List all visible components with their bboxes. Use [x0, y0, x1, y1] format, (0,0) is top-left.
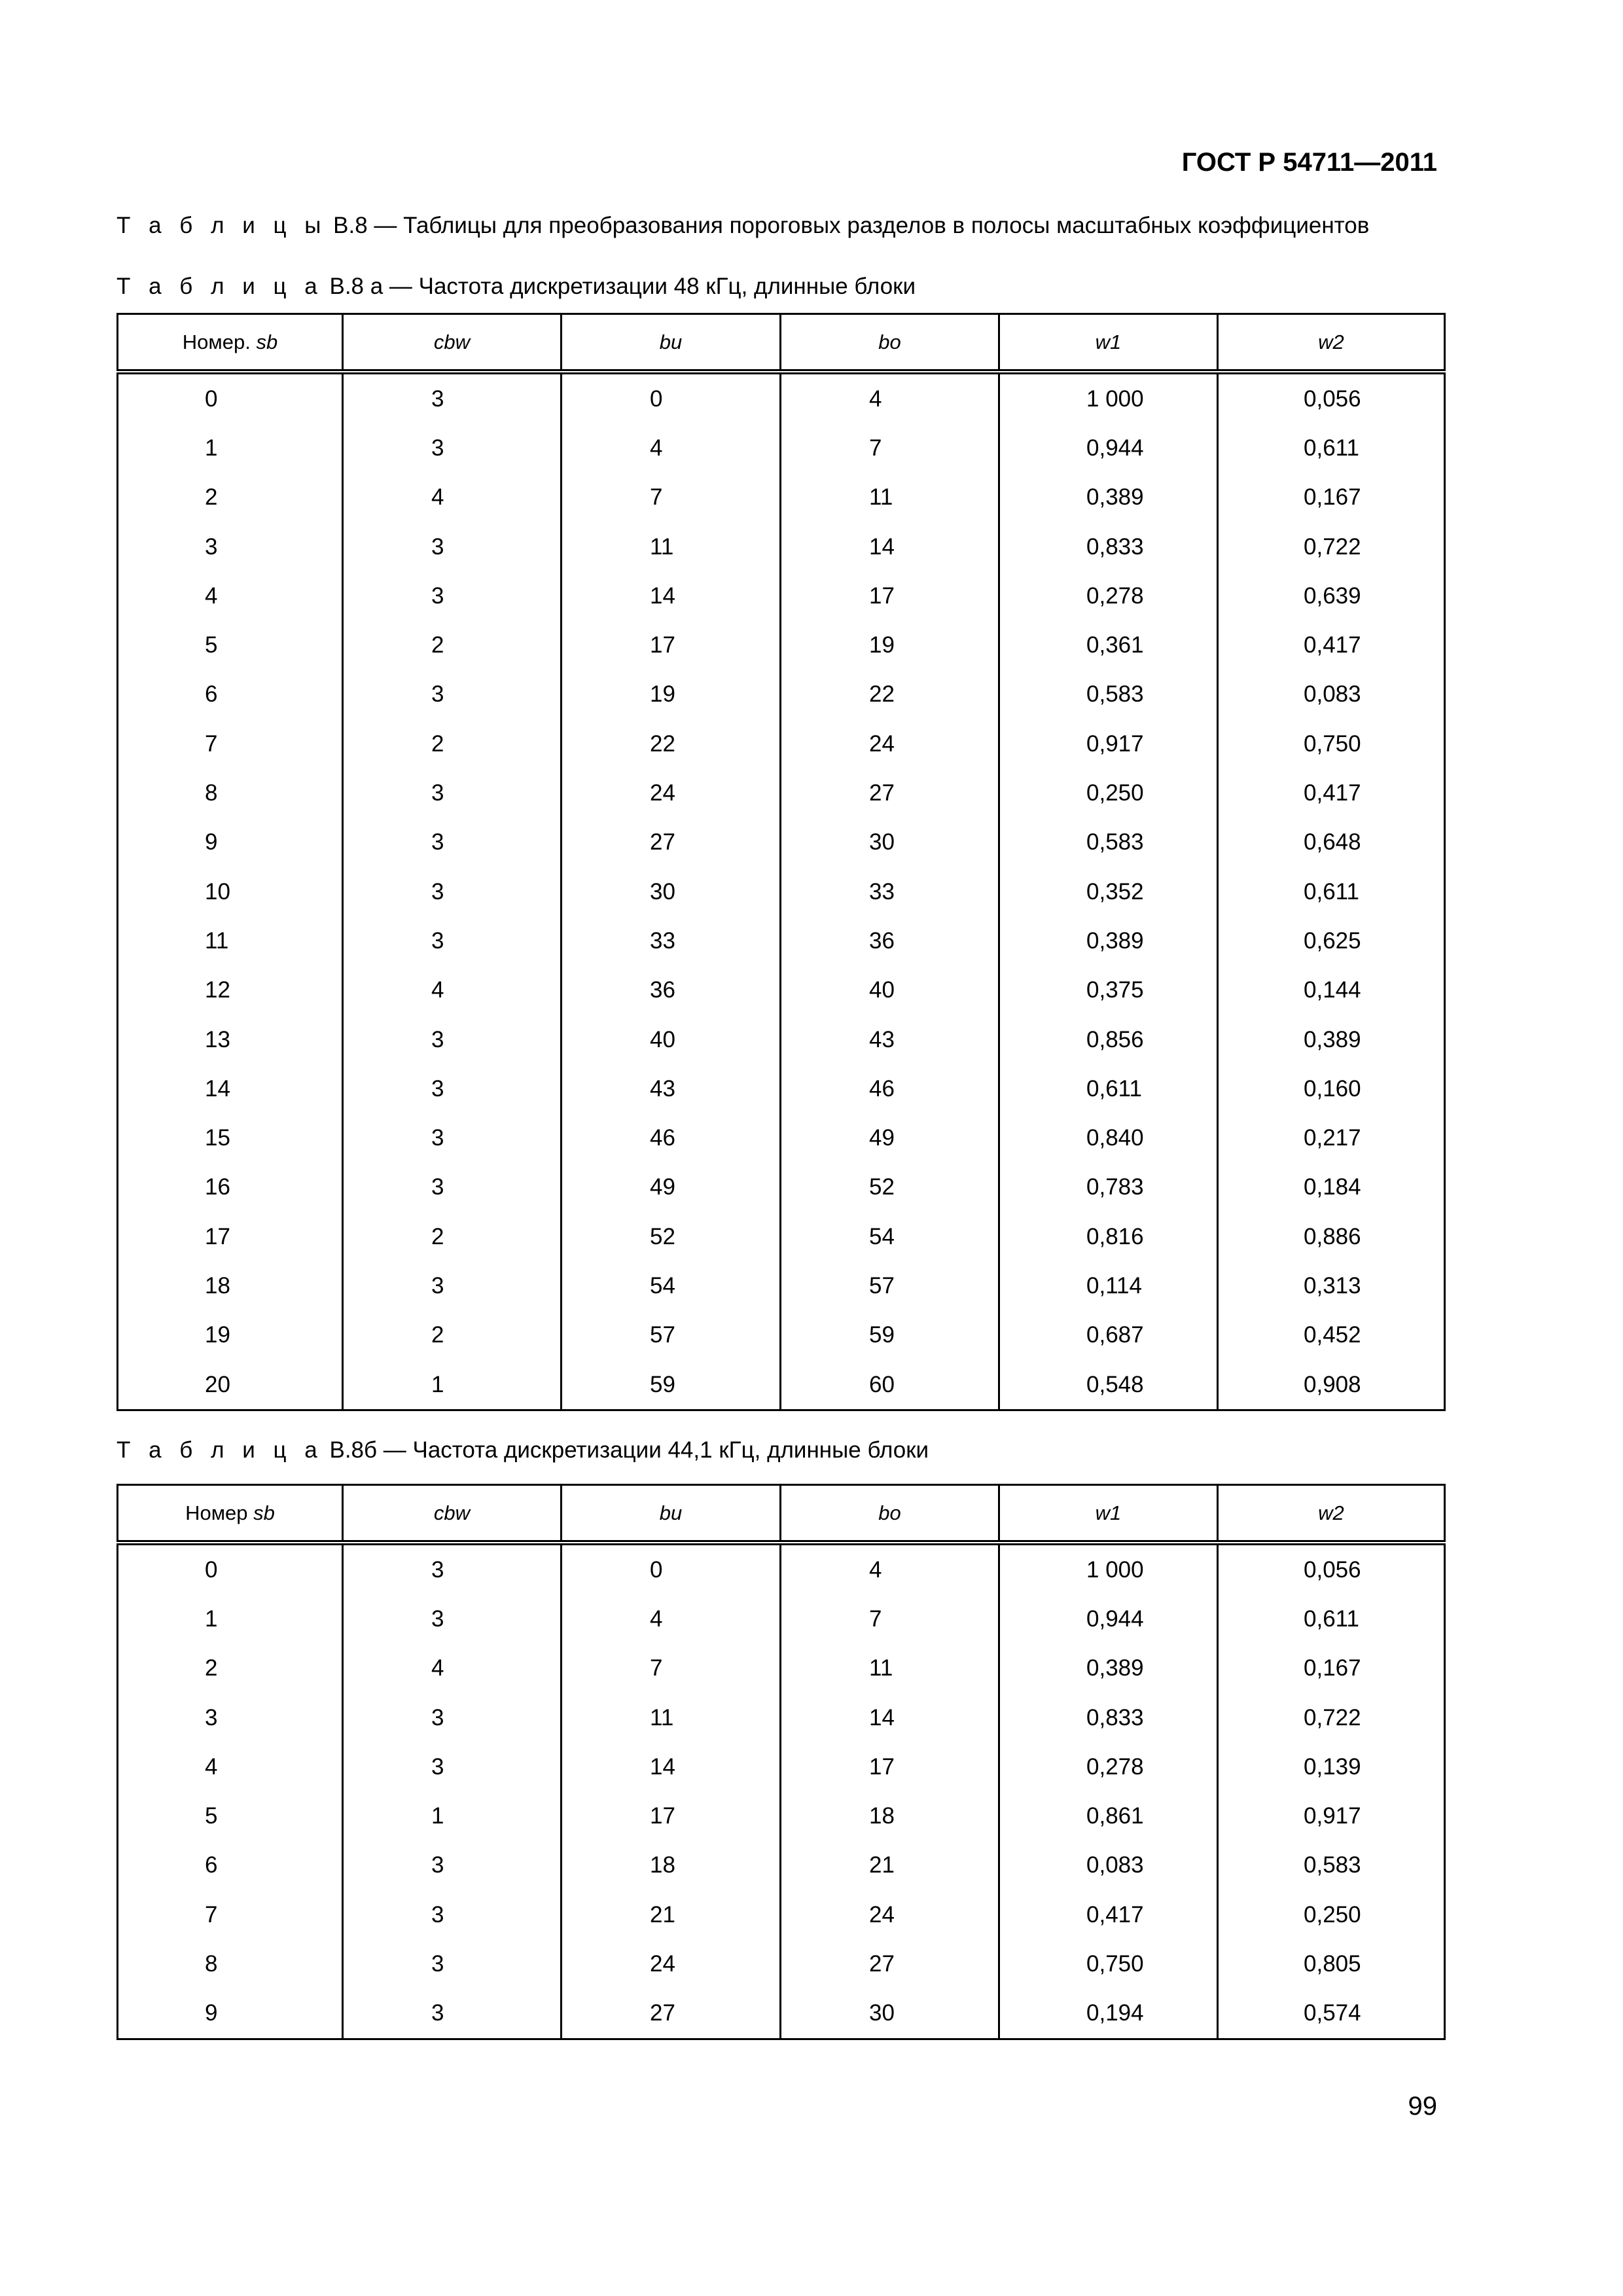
- table-cell: 3: [343, 1015, 562, 1064]
- table-row: [118, 620, 1445, 670]
- table-b: [116, 1484, 1446, 2040]
- table-cell: 14: [562, 571, 781, 620]
- table-b-caption: [116, 1437, 929, 1463]
- table-cell: 11: [118, 916, 343, 965]
- table-cell: 5: [118, 1791, 343, 1840]
- table-row: [118, 818, 1445, 867]
- table-cell: 46: [781, 1064, 999, 1113]
- tables-caption: [116, 213, 1369, 239]
- table-cell: 4: [343, 1644, 562, 1693]
- table-row: [118, 372, 1445, 423]
- table-cell: 0,389: [999, 1644, 1218, 1693]
- header-w1-label: w1: [1095, 330, 1122, 353]
- table-row: [118, 1989, 1445, 2039]
- table-row: [118, 1261, 1445, 1310]
- table-row: [118, 1890, 1445, 1939]
- table-row: [118, 473, 1445, 522]
- table-cell: 1 000: [999, 1543, 1218, 1594]
- table-row: [118, 1113, 1445, 1162]
- table-cell: 0,722: [1218, 522, 1445, 571]
- table-cell: 57: [781, 1261, 999, 1310]
- table-cell: 14: [781, 522, 999, 571]
- header-bo-label: bo: [878, 330, 901, 353]
- table-row: [118, 1644, 1445, 1693]
- table-cell: 0: [118, 1543, 343, 1594]
- table-cell: 0,574: [1218, 1989, 1445, 2039]
- table-cell: 0,278: [999, 1742, 1218, 1791]
- table-row: [118, 768, 1445, 817]
- table-cell: 0,583: [1218, 1841, 1445, 1890]
- table-cell: 0,167: [1218, 473, 1445, 522]
- table-cell: 3: [343, 1693, 562, 1742]
- table-cell: 59: [562, 1360, 781, 1410]
- table-b-caption-prefix: Т а б л и ц а: [116, 1437, 323, 1463]
- table-row: [118, 1163, 1445, 1212]
- table-cell: 36: [562, 966, 781, 1015]
- table-cell: 0,417: [999, 1890, 1218, 1939]
- table-cell: 0,313: [1218, 1261, 1445, 1310]
- table-cell: 54: [562, 1261, 781, 1310]
- header-cbw-label: cbw: [433, 1501, 471, 1524]
- table-cell: 0,833: [999, 1693, 1218, 1742]
- table-cell: 0,750: [999, 1939, 1218, 1988]
- table-cell: 24: [562, 1939, 781, 1988]
- table-cell: 3: [118, 522, 343, 571]
- table-cell: 7: [781, 1594, 999, 1643]
- table-row: [118, 867, 1445, 916]
- table-cell: 4: [118, 1742, 343, 1791]
- table-cell: 4: [562, 1594, 781, 1643]
- table-cell: 22: [562, 719, 781, 768]
- table-cell: 0,114: [999, 1261, 1218, 1310]
- table-cell: 1: [343, 1791, 562, 1840]
- table-cell: 3: [343, 1543, 562, 1594]
- table-cell: 7: [562, 1644, 781, 1693]
- table-cell: 14: [562, 1742, 781, 1791]
- table-cell: 22: [781, 670, 999, 719]
- table-cell: 0,611: [999, 1064, 1218, 1113]
- table-cell: 0,389: [999, 473, 1218, 522]
- header-w2: [1218, 314, 1445, 372]
- table-cell: 0,908: [1218, 1360, 1445, 1410]
- table-row: [118, 1212, 1445, 1261]
- table-cell: 19: [118, 1311, 343, 1360]
- table-cell: 3: [343, 768, 562, 817]
- table-a: [116, 313, 1446, 1411]
- table-cell: 0,583: [999, 670, 1218, 719]
- table-cell: 0,816: [999, 1212, 1218, 1261]
- table-cell: 20: [118, 1360, 343, 1410]
- table-cell: 21: [562, 1890, 781, 1939]
- table-cell: 0,139: [1218, 1742, 1445, 1791]
- header-bo: [781, 1485, 999, 1543]
- table-cell: 11: [781, 473, 999, 522]
- tables-caption-prefix: Т а б л и ц ы: [116, 213, 327, 238]
- table-cell: 30: [781, 818, 999, 867]
- document-header: ГОСТ Р 54711—2011: [1181, 148, 1437, 177]
- header-number-sb: [118, 1485, 343, 1543]
- table-cell: 3: [343, 1261, 562, 1310]
- table-cell: 30: [781, 1989, 999, 2039]
- table-cell: 6: [118, 670, 343, 719]
- table-row: [118, 1594, 1445, 1643]
- table-cell: 12: [118, 966, 343, 1015]
- table-cell: 17: [781, 1742, 999, 1791]
- table-cell: 8: [118, 1939, 343, 1988]
- table-cell: 1: [118, 1594, 343, 1643]
- table-cell: 0,217: [1218, 1113, 1445, 1162]
- table-cell: 0,452: [1218, 1311, 1445, 1360]
- table-cell: 0,389: [1218, 1015, 1445, 1064]
- table-cell: 0,160: [1218, 1064, 1445, 1113]
- table-cell: 0,167: [1218, 1644, 1445, 1693]
- table-cell: 52: [562, 1212, 781, 1261]
- header-w1-label: w1: [1095, 1501, 1122, 1524]
- table-cell: 0,389: [999, 916, 1218, 965]
- table-b-header-row: [118, 1485, 1445, 1543]
- table-cell: 0,625: [1218, 916, 1445, 965]
- table-cell: 18: [118, 1261, 343, 1310]
- table-cell: 0,583: [999, 818, 1218, 867]
- table-cell: 0: [562, 1543, 781, 1594]
- table-cell: 3: [343, 423, 562, 473]
- header-bu-label: bu: [659, 330, 683, 353]
- table-row: [118, 670, 1445, 719]
- table-cell: 3: [343, 818, 562, 867]
- table-cell: 49: [562, 1163, 781, 1212]
- header-w2-label: w2: [1318, 1501, 1344, 1524]
- table-cell: 3: [343, 1594, 562, 1643]
- table-cell: 0,250: [1218, 1890, 1445, 1939]
- header-number-label: Номер.: [182, 330, 257, 353]
- table-cell: 0,856: [999, 1015, 1218, 1064]
- table-cell: 2: [118, 473, 343, 522]
- table-cell: 11: [781, 1644, 999, 1693]
- header-w2: [1218, 1485, 1445, 1543]
- table-row: [118, 1841, 1445, 1890]
- table-cell: 0,840: [999, 1113, 1218, 1162]
- table-cell: 2: [343, 1311, 562, 1360]
- table-cell: 4: [781, 1543, 999, 1594]
- table-row: [118, 966, 1445, 1015]
- header-w2-label: w2: [1318, 330, 1344, 353]
- header-number-sb: [118, 314, 343, 372]
- tables-caption-text: В.8 — Таблицы для преобразования пороговых разделов в полосы масштабных коэффициентов: [333, 213, 1370, 238]
- table-cell: 0,375: [999, 966, 1218, 1015]
- table-cell: 57: [562, 1311, 781, 1360]
- header-w1: [999, 1485, 1218, 1543]
- header-number-label: Номер: [185, 1501, 254, 1524]
- header-w1: [999, 314, 1218, 372]
- table-cell: 3: [343, 670, 562, 719]
- table-cell: 19: [781, 620, 999, 670]
- table-row: [118, 1064, 1445, 1113]
- table-cell: 0,056: [1218, 1543, 1445, 1594]
- table-a-header-row: [118, 314, 1445, 372]
- table-cell: 18: [562, 1841, 781, 1890]
- table-cell: 3: [118, 1693, 343, 1742]
- table-cell: 0,722: [1218, 1693, 1445, 1742]
- table-cell: 0,611: [1218, 1594, 1445, 1643]
- table-cell: 0,056: [1218, 372, 1445, 423]
- table-cell: 14: [118, 1064, 343, 1113]
- header-cbw: [343, 314, 562, 372]
- header-bu: [562, 1485, 781, 1543]
- table-cell: 7: [118, 1890, 343, 1939]
- table-cell: 0,750: [1218, 719, 1445, 768]
- table-cell: 0,548: [999, 1360, 1218, 1410]
- table-cell: 3: [343, 522, 562, 571]
- header-sb-label: sb: [253, 1501, 275, 1524]
- table-row: [118, 1311, 1445, 1360]
- table-cell: 15: [118, 1113, 343, 1162]
- table-cell: 3: [343, 1989, 562, 2039]
- table-cell: 0,833: [999, 522, 1218, 571]
- table-b-body: [118, 1543, 1445, 2039]
- table-cell: 11: [562, 522, 781, 571]
- table-cell: 4: [562, 423, 781, 473]
- table-row: [118, 1360, 1445, 1410]
- table-cell: 0: [562, 372, 781, 423]
- table-row: [118, 1791, 1445, 1840]
- table-cell: 0,861: [999, 1791, 1218, 1840]
- table-cell: 0,917: [999, 719, 1218, 768]
- header-bo: [781, 314, 999, 372]
- table-cell: 0,083: [1218, 670, 1445, 719]
- table-cell: 17: [562, 620, 781, 670]
- table-cell: 3: [343, 1890, 562, 1939]
- table-cell: 0: [118, 372, 343, 423]
- table-cell: 2: [343, 1212, 562, 1261]
- table-cell: 0,886: [1218, 1212, 1445, 1261]
- table-cell: 3: [343, 1113, 562, 1162]
- table-cell: 10: [118, 867, 343, 916]
- header-bu-label: bu: [659, 1501, 683, 1524]
- table-row: [118, 423, 1445, 473]
- table-row: [118, 719, 1445, 768]
- page-number: 99: [1408, 2092, 1437, 2121]
- table-cell: 7: [118, 719, 343, 768]
- table-cell: 40: [562, 1015, 781, 1064]
- table-cell: 17: [118, 1212, 343, 1261]
- table-a-caption-prefix: Т а б л и ц а: [116, 274, 323, 299]
- table-cell: 13: [118, 1015, 343, 1064]
- header-bo-label: bo: [878, 1501, 901, 1524]
- table-cell: 43: [781, 1015, 999, 1064]
- table-cell: 2: [343, 719, 562, 768]
- table-cell: 6: [118, 1841, 343, 1890]
- table-cell: 3: [343, 1163, 562, 1212]
- table-cell: 3: [343, 1841, 562, 1890]
- header-cbw-label: cbw: [433, 330, 471, 353]
- header-sb-label: sb: [256, 330, 278, 353]
- table-cell: 0,611: [1218, 867, 1445, 916]
- table-cell: 0,278: [999, 571, 1218, 620]
- table-cell: 0,250: [999, 768, 1218, 817]
- table-cell: 27: [781, 1939, 999, 1988]
- table-cell: 8: [118, 768, 343, 817]
- table-cell: 0,361: [999, 620, 1218, 670]
- table-cell: 3: [343, 1939, 562, 1988]
- table-cell: 24: [781, 719, 999, 768]
- table-cell: 17: [781, 571, 999, 620]
- table-cell: 16: [118, 1163, 343, 1212]
- header-cbw: [343, 1485, 562, 1543]
- table-cell: 0,352: [999, 867, 1218, 916]
- table-row: [118, 1693, 1445, 1742]
- table-row: [118, 1543, 1445, 1594]
- table-cell: 49: [781, 1113, 999, 1162]
- table-a-body: [118, 372, 1445, 1410]
- table-row: [118, 916, 1445, 965]
- table-cell: 36: [781, 916, 999, 965]
- table-cell: 0,417: [1218, 620, 1445, 670]
- table-a-caption-text: В.8 а — Частота дискретизации 48 кГц, длинные блоки: [329, 274, 916, 299]
- table-cell: 24: [562, 768, 781, 817]
- table-cell: 43: [562, 1064, 781, 1113]
- table-cell: 3: [343, 916, 562, 965]
- table-row: [118, 1015, 1445, 1064]
- table-cell: 0,184: [1218, 1163, 1445, 1212]
- table-cell: 59: [781, 1311, 999, 1360]
- table-a-caption: [116, 274, 916, 300]
- table-cell: 0,648: [1218, 818, 1445, 867]
- table-cell: 3: [343, 1742, 562, 1791]
- table-cell: 52: [781, 1163, 999, 1212]
- table-cell: 0,611: [1218, 423, 1445, 473]
- table-cell: 27: [562, 818, 781, 867]
- table-cell: 33: [562, 916, 781, 965]
- table-cell: 2: [118, 1644, 343, 1693]
- table-cell: 7: [562, 473, 781, 522]
- table-cell: 27: [781, 768, 999, 817]
- table-cell: 11: [562, 1693, 781, 1742]
- table-cell: 4: [343, 473, 562, 522]
- table-cell: 24: [781, 1890, 999, 1939]
- table-cell: 18: [781, 1791, 999, 1840]
- table-row: [118, 1742, 1445, 1791]
- table-cell: 3: [343, 372, 562, 423]
- table-cell: 0,805: [1218, 1939, 1445, 1988]
- table-cell: 0,783: [999, 1163, 1218, 1212]
- table-cell: 19: [562, 670, 781, 719]
- table-cell: 33: [781, 867, 999, 916]
- table-cell: 1 000: [999, 372, 1218, 423]
- table-cell: 3: [343, 867, 562, 916]
- table-cell: 3: [343, 1064, 562, 1113]
- table-cell: 60: [781, 1360, 999, 1410]
- table-cell: 27: [562, 1989, 781, 2039]
- table-cell: 0,144: [1218, 966, 1445, 1015]
- table-cell: 40: [781, 966, 999, 1015]
- table-cell: 46: [562, 1113, 781, 1162]
- table-cell: 0,917: [1218, 1791, 1445, 1840]
- table-cell: 0,944: [999, 1594, 1218, 1643]
- table-cell: 1: [343, 1360, 562, 1410]
- table-cell: 4: [343, 966, 562, 1015]
- table-cell: 0,687: [999, 1311, 1218, 1360]
- table-cell: 0,194: [999, 1989, 1218, 2039]
- table-cell: 0,083: [999, 1841, 1218, 1890]
- table-b-caption-text: В.8б — Частота дискретизации 44,1 кГц, длинные блоки: [329, 1437, 929, 1463]
- table-row: [118, 571, 1445, 620]
- table-cell: 9: [118, 1989, 343, 2039]
- table-cell: 4: [781, 372, 999, 423]
- table-cell: 5: [118, 620, 343, 670]
- table-cell: 54: [781, 1212, 999, 1261]
- table-cell: 0,417: [1218, 768, 1445, 817]
- table-cell: 21: [781, 1841, 999, 1890]
- table-cell: 4: [118, 571, 343, 620]
- table-row: [118, 1939, 1445, 1988]
- table-cell: 1: [118, 423, 343, 473]
- table-cell: 14: [781, 1693, 999, 1742]
- table-cell: 0,944: [999, 423, 1218, 473]
- table-cell: 7: [781, 423, 999, 473]
- table-cell: 30: [562, 867, 781, 916]
- table-cell: 3: [343, 571, 562, 620]
- table-cell: 17: [562, 1791, 781, 1840]
- header-bu: [562, 314, 781, 372]
- table-cell: 0,639: [1218, 571, 1445, 620]
- table-cell: 9: [118, 818, 343, 867]
- table-row: [118, 522, 1445, 571]
- table-cell: 2: [343, 620, 562, 670]
